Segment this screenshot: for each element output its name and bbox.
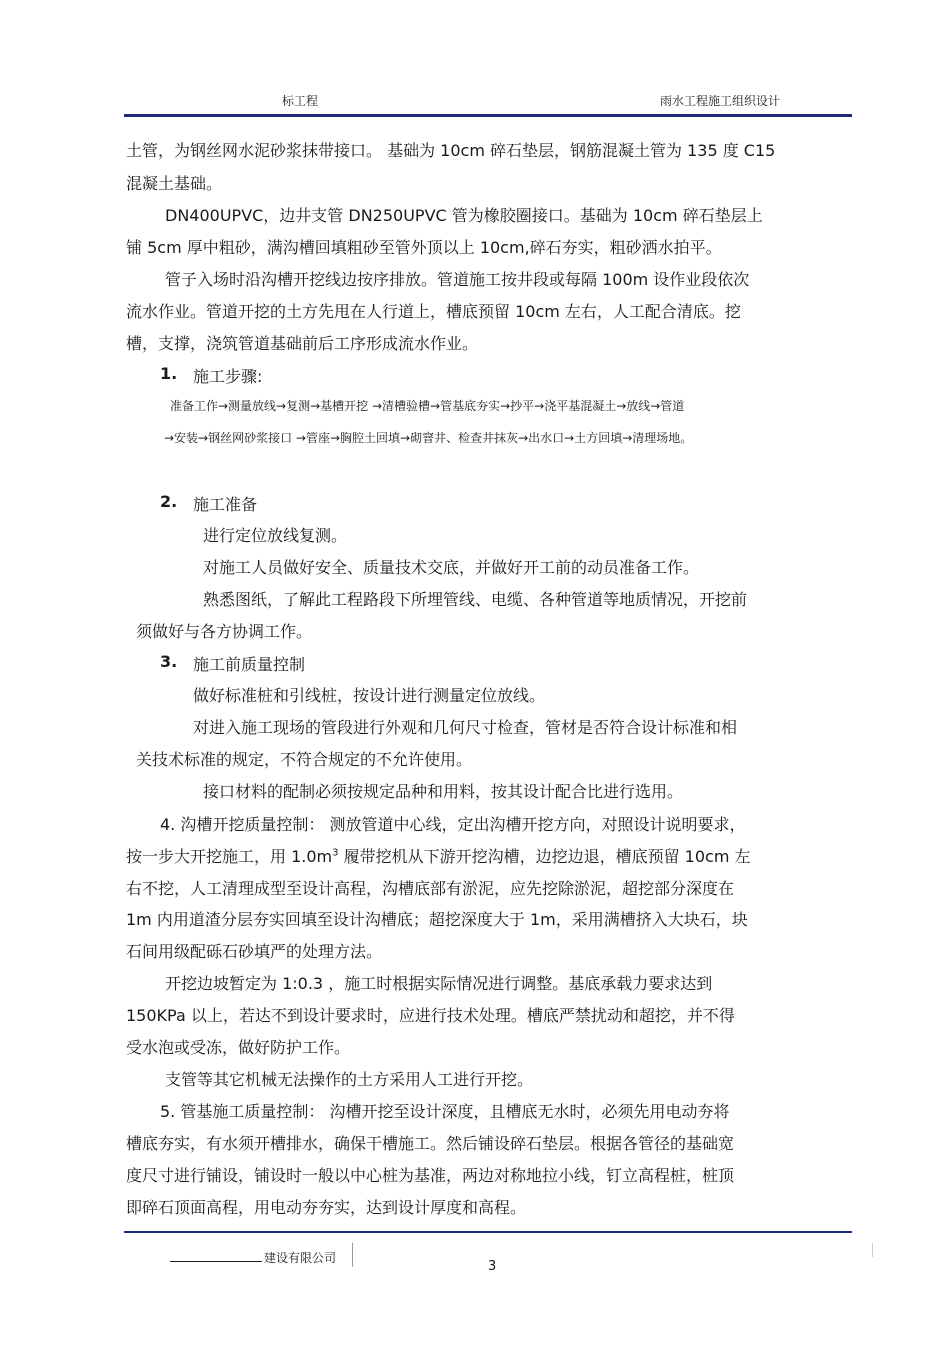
- para-line: 流水作业。管道开挖的土方先甩在人行道上，槽底预留 10cm 左右，人工配合清底。挖: [126, 302, 741, 321]
- para-line: 右不挖，人工清理成型至设计高程，沟槽底部有淤泥，应先挖除淤泥，超挖部分深度在: [126, 879, 735, 898]
- para-line: 管子入场时沿沟槽开挖线边按序排放。管道施工按井段或每隔 100m 设作业段依次: [165, 270, 750, 289]
- page-number: 3: [488, 1259, 497, 1274]
- para-line: 接口材料的配制必须按规定品种和用料，按其设计配合比进行选用。: [203, 782, 684, 801]
- footer-divider: [352, 1243, 353, 1267]
- section-number: 2.: [160, 492, 178, 511]
- para-line: 1m 内用道渣分层夯实回填至设计沟槽底；超挖深度大于 1m，采用满槽挤入大块石，块: [126, 910, 748, 929]
- steps-line: →安装→钢丝网砂浆接口 →管座→胸腔土回填→砌窨井、检查井抹灰→出水口→土方回填→清理场地。: [164, 431, 693, 445]
- header-rule: [124, 114, 852, 117]
- para-line: 石间用级配砾石砂填严的处理方法。: [126, 942, 383, 961]
- para-line: 5. 管基施工质量控制： 沟槽开挖至设计深度，且槽底无水时，必须先用电动夯将: [160, 1102, 730, 1121]
- section-title: 施工准备: [193, 495, 258, 514]
- para-line: 铺 5cm 厚中粗砂，满沟槽回填粗砂至管外顶以上 10cm,碎石夯实，粗砂洒水拍平。: [126, 238, 722, 257]
- section-title: 施工步骤:: [193, 367, 263, 386]
- footer-rule: [124, 1231, 852, 1233]
- para-line: 槽底夯实，有水须开槽排水，确保干槽施工。然后铺设碎石垫层。根据各管径的基础宽: [126, 1134, 735, 1153]
- company-name: 建设有限公司: [264, 1251, 337, 1265]
- footer-divider: [872, 1243, 873, 1257]
- header-left: 标工程: [282, 94, 319, 108]
- para-line: 支管等其它机械无法操作的土方采用人工进行开挖。: [165, 1070, 534, 1089]
- text-run: 按一步大开挖施工，用 1.0m: [126, 847, 333, 866]
- para-line: 关技术标准的规定，不符合规定的不允许使用。: [136, 750, 473, 769]
- para-line: 熟悉图纸，了解此工程路段下所埋管线、电缆、各种管道等地质情况，开挖前: [203, 590, 748, 609]
- steps-line: 准备工作→测量放线→复测→基槽开挖 →清槽验槽→管基底夯实→抄平→浇平基混凝土→放线→管道: [170, 399, 685, 413]
- para-line: DN400UPVC，边井支管 DN250UPVC 管为橡胶圈接口。基础为 10cm 碎石垫层上: [165, 206, 763, 225]
- para-line: 做好标准桩和引线桩，按设计进行测量定位放线。: [193, 686, 546, 705]
- para-line: 槽，支撑，浇筑管道基础前后工序形成流水作业。: [126, 334, 479, 353]
- section-number: 1.: [160, 364, 178, 383]
- superscript: 3: [332, 847, 339, 859]
- para-line: 度尺寸进行铺设，铺设时一般以中心桩为基准，两边对称地拉小线，钉立高程桩，桩顶: [126, 1166, 735, 1185]
- text-run: 履带挖机从下游开挖沟槽，边挖边退，槽底预留 10cm 左: [338, 847, 751, 866]
- header-right: 雨水工程施工组织设计: [660, 94, 781, 108]
- section-number: 3.: [160, 652, 178, 671]
- section-title: 施工前质量控制: [193, 655, 306, 674]
- para-line: 受水泡或受冻，做好防护工作。: [126, 1038, 351, 1057]
- para-line: 混凝土基础。: [126, 174, 223, 193]
- para-line: 对施工人员做好安全、质量技术交底，并做好开工前的动员准备工作。: [203, 558, 700, 577]
- blank-underline: [170, 1251, 262, 1262]
- para-line: [126, 844, 751, 867]
- footer-company: [170, 1249, 336, 1266]
- para-line: 对进入施工现场的管段进行外观和几何尺寸检查，管材是否符合设计标准和相: [193, 718, 738, 737]
- para-line: 即碎石顶面高程，用电动夯夯实，达到设计厚度和高程。: [126, 1198, 527, 1217]
- para-line: 进行定位放线复测。: [203, 526, 348, 545]
- para-line: 土管，为钢丝网水泥砂浆抹带接口。 基础为 10cm 碎石垫层，钢筋混凝土管为 135 度 C15: [126, 141, 776, 160]
- para-line: 开挖边坡暂定为 1:0.3 ，施工时根据实际情况进行调整。基底承载力要求达到: [165, 974, 713, 993]
- para-line: 须做好与各方协调工作。: [136, 622, 313, 641]
- para-line: 4. 沟槽开挖质量控制： 测放管道中心线，定出沟槽开挖方向，对照设计说明要求，: [160, 815, 746, 834]
- para-line: 150KPa 以上，若达不到设计要求时，应进行技术处理。槽底严禁扰动和超挖，并不得: [126, 1006, 735, 1025]
